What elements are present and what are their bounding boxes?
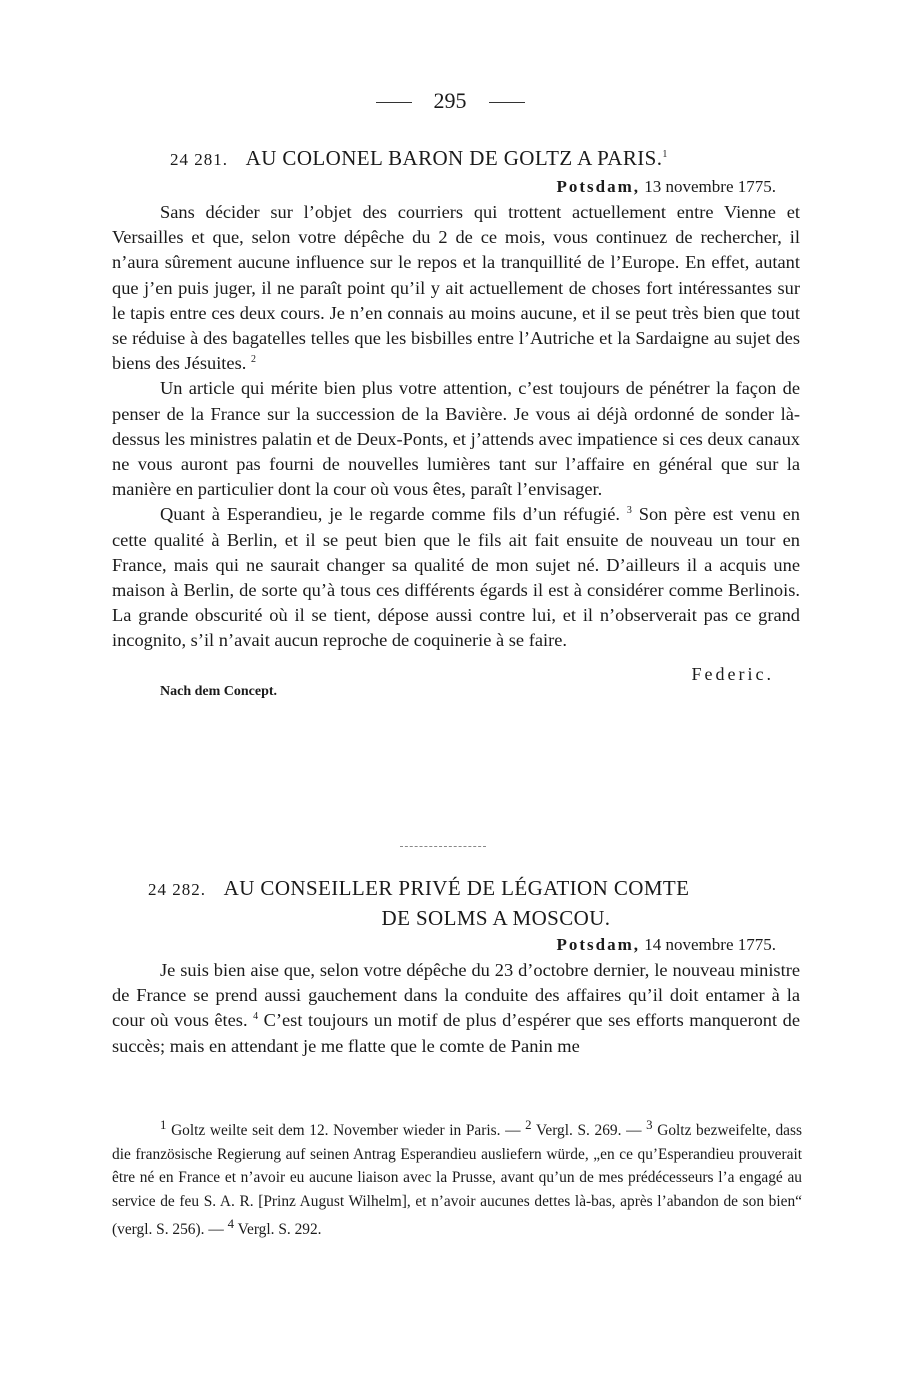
footnote-block	[112, 1114, 802, 1242]
paragraph-text: Quant à Esperandieu, je le regarde comme fils d’un réfugié.	[160, 504, 621, 525]
signature-row	[112, 654, 800, 684]
paragraph-text: Sans décider sur l’objet des courriers qui trottent actuellement entre Vienne et Versailles et que, selon votre dépêche du 2 de ce mois, vous continuez de rechercher, il n’aura sûrement aucune influence sur le repos et la tranquillité de l’Europe. En effet, autant que j’en puis juger, il ne paraît point qu’il y ait actuellement de choses fort intéressantes sur le tapis entre ces deux cours. Je n’en connais au moins aucune, et il se peut très bien que tout se réduise à des bagatelles telles que les bisbilles entre l’Autriche et la Sardaigne au sujet des biens des Jésuites.	[112, 202, 800, 374]
header-rule-right	[489, 102, 525, 103]
footnote-mark: 3	[646, 1118, 653, 1132]
letter-title: AU COLONEL BARON DE GOLTZ A PARIS.	[245, 146, 663, 170]
footnotes	[112, 1114, 802, 1242]
letter-number: 24 281.	[170, 150, 228, 169]
letter-title-line2: DE SOLMS A MOSCOU.	[381, 906, 611, 930]
paragraph-text: Je suis bien aise que, selon votre dépêche du 23 d’octobre dernier, le nouveau ministre de France se prend aussi gauchement dans la conduite des affaires qu’il doit entamer à la cour où vous êtes.	[112, 960, 800, 1031]
letter-heading	[112, 141, 800, 174]
place: Potsdam,	[556, 935, 641, 954]
paragraph-text: C’est toujours un motif de plus d’espérer que ses efforts manqueront de succès; mais en attendant je me flatte que le comte de Panin me	[112, 1010, 800, 1056]
footnote-ref: 2	[250, 354, 256, 366]
date: 13 novembre 1775.	[644, 177, 776, 196]
footnote-mark: 1	[160, 1118, 167, 1132]
section-separator	[400, 846, 486, 847]
footnote-ref: 4	[253, 1011, 259, 1023]
paragraph	[112, 502, 800, 653]
letter-title-line1: AU CONSEILLER PRIVÉ DE LÉGATION COMTE	[223, 876, 690, 900]
footnote-ref: 3	[626, 505, 632, 517]
date: 14 novembre 1775.	[644, 935, 776, 954]
page-header	[0, 88, 900, 114]
place: Potsdam,	[556, 177, 641, 196]
footnote-text: Goltz bezweifelte, dass die französische Regierung auf seinen Antrag Esperandieu ausliefern würde, „en ce qu’Esperandieu prouverait être né en France et n’avoir eu aucune liaison avec la Prusse, avant qu’un de mes prédécesseurs l’a engagé au service de feu S. A. R. [Prinz August Wilhelm], et n’avoir aucunes dettes là-bas, après l’abandon de son bien“ (vergl. S. 256). —	[112, 1122, 802, 1239]
footnote-text: Vergl. S. 292.	[237, 1221, 322, 1239]
letter-number: 24 282.	[148, 880, 206, 899]
letter-heading	[112, 874, 800, 932]
footnote-text: Goltz weilte seit dem 12. November wieder in Paris. —	[171, 1122, 521, 1140]
signature: Federic.	[691, 663, 774, 684]
page-number: 295	[433, 88, 467, 113]
letter-24281	[112, 141, 800, 700]
source-note: Nach dem Concept.	[160, 683, 278, 699]
footnote-mark: 2	[525, 1118, 532, 1132]
footnote-ref: 1	[662, 149, 668, 160]
footnote-mark: 4	[227, 1217, 234, 1232]
footnote-text: Vergl. S. 269. —	[535, 1122, 642, 1140]
paragraph: Un article qui mérite bien plus votre attention, c’est toujours de pénétrer la façon de penser de la France sur la succession de la Bavière. Je vous ai déjà ordonné de sonder là-dessus les ministres palatin et de Deux-Ponts, et j’attends avec impatience si ces deux canaux ne vous auront pas fourni de nouvelles lumières tant sur l’affaire en général que sur la manière en particulier dont la cour où vous êtes, paraît l’envisager.	[112, 378, 800, 500]
paragraph	[112, 958, 800, 1059]
header-rule-left	[376, 102, 412, 103]
dateline	[112, 174, 800, 200]
paragraph-text: Son père est venu en cette qualité à Berlin, et il se peut bien que le fils ait fait ensuite de nouveau un tour en France, mais qui ne saurait changer sa qualité de mon sujet né. D’ailleurs il a acquis une maison à Berlin, de sorte qu’à tous ces différents égards il est à considérer comme Berlinois. La grande obscurité où il se tient, dépose aussi contre lui, et il n’observerait pas ce grand incognito, s’il n’avait aucun reproche de coquinerie à se faire.	[112, 504, 800, 651]
letter-24282	[112, 874, 800, 1059]
dateline	[112, 932, 800, 958]
paragraph	[112, 200, 800, 376]
